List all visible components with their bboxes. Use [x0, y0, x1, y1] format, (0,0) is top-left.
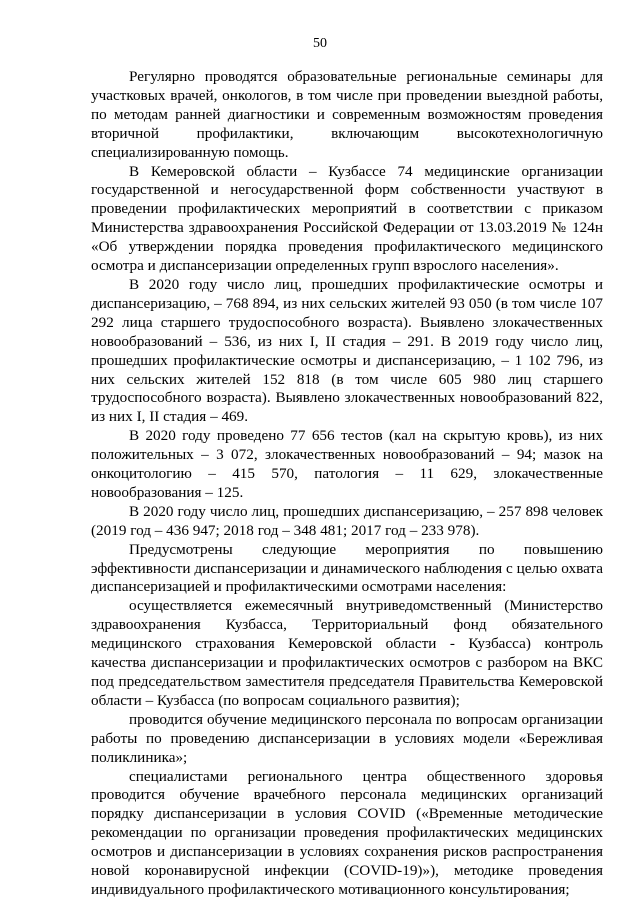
list-item-staff-training: проводится обучение медицинского персонала по вопросам организации работы по проведению диспансеризации в условиях модели «Бережливая поликлиника»;: [91, 710, 603, 766]
page-number: 50: [313, 36, 327, 51]
paragraph-2020-checkups: В 2020 году число лиц, прошедших профилактические осмотры и диспансеризацию, – 768 894, из них сельских жителей 93 050 (в том числе 107 292 лица старшего трудоспособного возраста). Выявлено злокачественных новообразований – 536, из них I, II стадия – 291. В 2019 году число лиц, прошедших профилактические осмотры и диспансеризацию, – 1 102 796, из них сельских жителей 152 818 (в том числе 605 980 лиц старшего трудоспособного возраста). Выявлено злокачественных новообразований 822, из них I, II стадия – 469.: [91, 275, 603, 426]
paragraph-2020-tests: В 2020 году проведено 77 656 тестов (кал на скрытую кровь), из них положительных – 3 072, злокачественных новообразований – 94; мазок на онкоцитологию – 415 570, патология – 11 629, злокачественные новообразования – 125.: [91, 427, 603, 501]
paragraph-kuzbass-organizations: В Кемеровской области – Кузбассе 74 медицинские организации государственной и негосударственной форм собственности участвуют в проведении профилактических мероприятий в соответствии с приказом Министерства здравоохранения Российской Федерации от 13.03.2019 № 124н «Об утверждении порядка проведения профилактического медицинского осмотра и диспансеризации определенных групп взрослого населения».: [91, 162, 603, 275]
paragraph-seminars: Регулярно проводятся образовательные региональные семинары для участковых врачей, онкологов, в том числе при проведении выездной работы, по методам ранней диагностики и современным возможностям проведения вторичной профилактики, включающим высокотехнологичную специализированную помощь.: [91, 68, 603, 161]
paragraph-measures-intro: Предусмотрены следующие мероприятия по повышению эффективности диспансеризации и динамического наблюдения с целью охвата диспансеризацией и профилактическими осмотрами населения:: [91, 540, 603, 596]
list-item-public-health-center: специалистами регионального центра общественного здоровья проводится обучение врачебного персонала медицинских организаций порядку диспансеризации в условия COVID («Временные методические рекомендации по организации проведения профилактических медицинских осмотров и диспансеризации в условиях сохранения рисков распространения новой коронавирусной инфекции (COVID-19)»), методике проведения индивидуального профилактического мотивационного консультирования;: [91, 767, 603, 898]
paragraph-dispensarization-count: В 2020 году число лиц, прошедших диспансеризацию, – 257 898 человек (2019 год – 436 947; 2018 год – 348 481; 2017 год – 233 978).: [91, 502, 603, 539]
list-item-monthly-control: осуществляется ежемесячный внутриведомственный (Министерство здравоохранения Кузбасса, Территориальный фонд обязательного медицинского страхования Кемеровской области - Кузбасса) контроль качества диспансеризации и профилактических осмотров с разбором на ВКС под председательством заместителя председателя Правительства Кемеровской области – Кузбасса (по вопросам социального развития);: [91, 597, 603, 709]
page-body: [91, 68, 603, 900]
